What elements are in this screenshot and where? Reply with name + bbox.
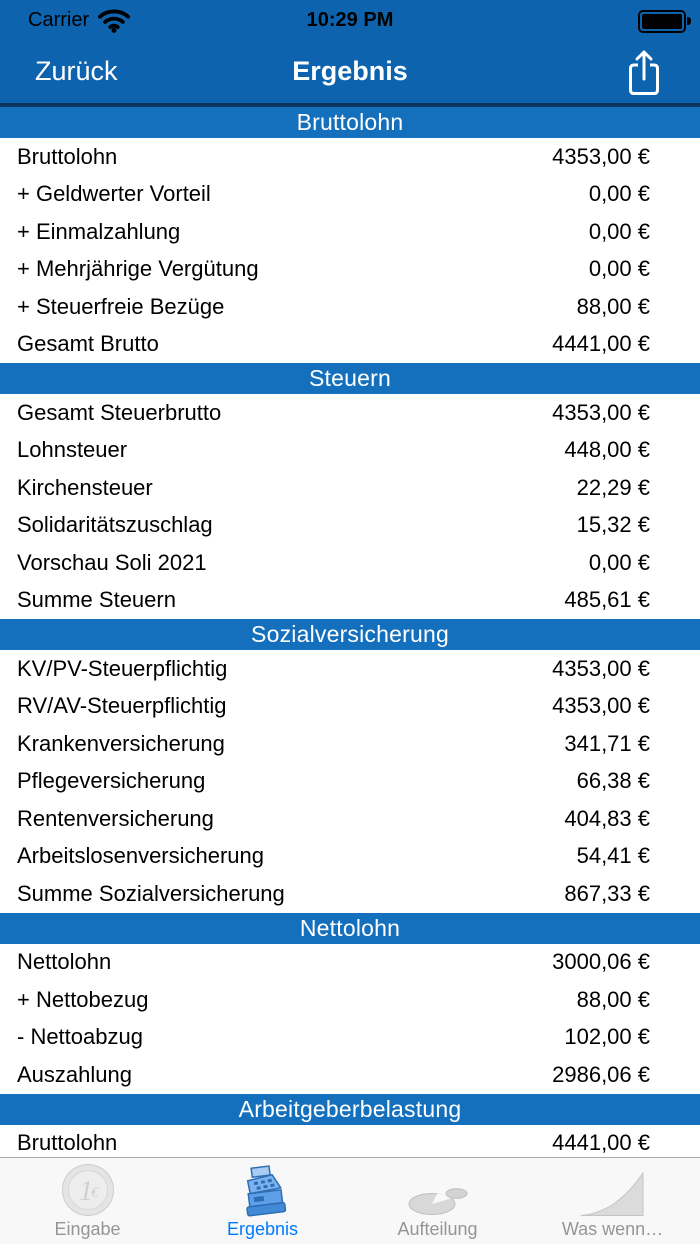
row-label: Kirchensteuer — [17, 474, 153, 500]
row-label: Summe Sozialversicherung — [17, 880, 285, 906]
pie-chart-icon — [407, 1165, 469, 1217]
section-header: Nettolohn — [0, 913, 700, 944]
row-value: 0,00 € — [588, 256, 650, 282]
table-row — [0, 838, 700, 876]
table-row — [0, 981, 700, 1019]
row-value: 15,32 € — [576, 512, 650, 538]
row-label: Lohnsteuer — [17, 437, 128, 463]
table-row — [0, 763, 700, 801]
row-value: 102,00 € — [564, 1024, 650, 1050]
share-button[interactable] — [618, 45, 670, 101]
table-row — [0, 800, 700, 838]
row-label: Summe Steuern — [17, 587, 176, 613]
row-value: 485,61 € — [564, 587, 650, 613]
row-value: 4353,00 € — [552, 655, 650, 681]
table-row — [0, 432, 700, 470]
row-label: Gesamt Steuerbrutto — [17, 399, 222, 425]
status-bar — [0, 0, 700, 40]
tab-ergebnis[interactable] — [175, 1158, 350, 1244]
row-value: 341,71 € — [564, 730, 650, 756]
euro-coin-icon — [61, 1165, 115, 1217]
row-label: + Einmalzahlung — [17, 218, 181, 244]
row-label: Arbeitslosenversicherung — [17, 843, 265, 869]
section-header: Steuern — [0, 363, 700, 394]
row-label: Nettolohn — [17, 949, 112, 975]
row-value: 22,29 € — [576, 474, 650, 500]
row-label: Solidaritätszuschlag — [17, 512, 213, 538]
row-value: 0,00 € — [588, 181, 650, 207]
status-time: 10:29 PM — [306, 8, 394, 31]
results-table — [0, 107, 700, 1244]
row-label: Pflegeversicherung — [17, 768, 206, 794]
row-value: 88,00 € — [576, 293, 650, 319]
row-value: 0,00 € — [588, 549, 650, 575]
row-label: Rentenversicherung — [17, 805, 214, 831]
section-header: Bruttolohn — [0, 107, 700, 138]
tab-bar — [0, 1157, 700, 1244]
tab-label: Ergebnis — [226, 1219, 299, 1239]
table-row — [0, 213, 700, 251]
row-value: 4441,00 € — [552, 331, 650, 357]
table-row — [0, 251, 700, 289]
row-label: + Mehrjährige Vergütung — [17, 256, 259, 282]
row-label: + Steuerfreie Bezüge — [17, 293, 225, 319]
table-row — [0, 944, 700, 982]
row-label: + Geldwerter Vorteil — [17, 181, 211, 207]
table-row — [0, 544, 700, 582]
row-value: 54,41 € — [576, 843, 650, 869]
table-row — [0, 725, 700, 763]
table-row — [0, 650, 700, 688]
carrier-label: Carrier — [28, 8, 90, 31]
table-row — [0, 582, 700, 620]
table-row — [0, 469, 700, 507]
growth-curve-icon — [580, 1165, 646, 1217]
tab-was-wenn[interactable] — [525, 1158, 700, 1244]
row-label: Bruttolohn — [17, 1130, 118, 1156]
section-header: Sozialversicherung — [0, 619, 700, 650]
row-value: 404,83 € — [564, 805, 650, 831]
table-row — [0, 138, 700, 176]
table-row — [0, 1056, 700, 1094]
tab-label: Eingabe — [54, 1219, 121, 1239]
row-value: 2986,06 € — [552, 1061, 650, 1087]
row-label: Gesamt Brutto — [17, 331, 159, 357]
row-label: + Nettobezug — [17, 986, 149, 1012]
svg-text:€: € — [90, 1185, 98, 1201]
battery-icon — [638, 10, 686, 33]
row-label: Bruttolohn — [17, 143, 118, 169]
tab-label: Aufteilung — [397, 1219, 478, 1239]
svg-text:1: 1 — [78, 1176, 93, 1207]
row-value: 3000,06 € — [552, 949, 650, 975]
row-label: RV/AV-Steuerpflichtig — [17, 693, 227, 719]
tab-eingabe[interactable] — [0, 1158, 175, 1244]
row-label: KV/PV-Steuerpflichtig — [17, 655, 228, 681]
row-value: 88,00 € — [576, 986, 650, 1012]
table-row — [0, 326, 700, 364]
table-row — [0, 176, 700, 214]
share-icon — [625, 48, 663, 98]
row-label: Krankenversicherung — [17, 730, 225, 756]
table-row — [0, 875, 700, 913]
navigation-bar — [0, 40, 700, 107]
row-value: 4353,00 € — [552, 399, 650, 425]
row-value: 0,00 € — [588, 218, 650, 244]
tab-aufteilung[interactable] — [350, 1158, 525, 1244]
row-value: 66,38 € — [576, 768, 650, 794]
row-value: 4353,00 € — [552, 143, 650, 169]
table-row — [0, 1019, 700, 1057]
row-value: 448,00 € — [564, 437, 650, 463]
row-label: Vorschau Soli 2021 — [17, 549, 207, 575]
tab-label: Was wenn… — [561, 1219, 664, 1239]
table-row — [0, 507, 700, 545]
table-row — [0, 688, 700, 726]
table-row — [0, 288, 700, 326]
table-row — [0, 394, 700, 432]
row-value: 4441,00 € — [552, 1130, 650, 1156]
row-value: 867,33 € — [564, 880, 650, 906]
page-title: Ergebnis — [292, 56, 408, 86]
row-label: Auszahlung — [17, 1061, 132, 1087]
row-value: 4353,00 € — [552, 693, 650, 719]
back-button[interactable]: Zurück — [35, 40, 118, 103]
cash-register-icon — [239, 1165, 287, 1217]
section-header: Arbeitgeberbelastung — [0, 1094, 700, 1125]
row-label: - Nettoabzug — [17, 1024, 143, 1050]
